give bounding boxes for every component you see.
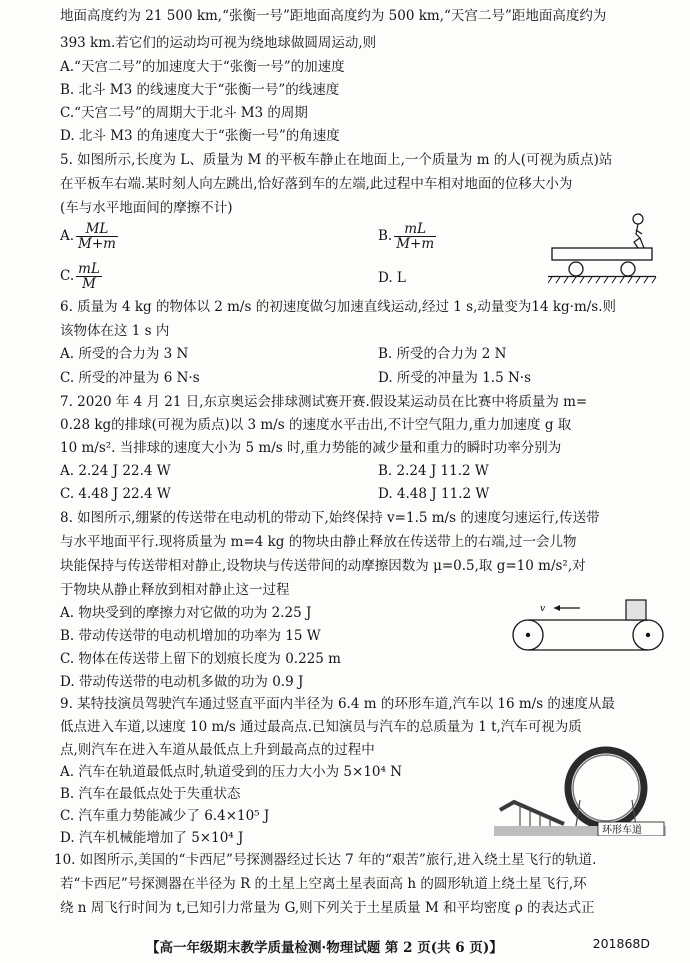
loop-label: 环形车道 (602, 825, 642, 836)
cart-board (552, 248, 652, 260)
q8-line2: 与水平地面平行.现将质量为 m=4 kg 的物块由静止释放在传送带上的右端,过一会儿物 (60, 534, 577, 550)
q10-line2: 若“卡西尼”号探测器在半径为 R 的土星上空离土星表面高 h 的圆形轨道上绕土星飞行,环 (60, 876, 587, 892)
q6-option-c: C. 所受的冲量为 6 N·s (60, 370, 200, 386)
q5-line3: (车与水平地面间的摩擦不计) (60, 200, 233, 216)
q4-option-b: B. 北斗 M3 的线速度大于“张衡一号”的线速度 (60, 82, 340, 98)
page-footer (0, 936, 690, 956)
q7-line1: 7. 2020 年 4 月 21 日,东京奥运会排球测试赛开赛.假设某运动员在比赛中将质量为 m= (60, 394, 588, 410)
q5-line1: 5. 如图所示,长度为 L、质量为 M 的平板车静止在地面上,一个质量为 m 的人(可视为质点)站 (60, 152, 613, 168)
q9-line3: 点,则汽车在进入车道从最低点上升到最高点的过程中 (60, 742, 375, 758)
cart-wheel-right (621, 262, 635, 276)
q9-option-b: B. 汽车在最低点处于失重状态 (60, 786, 241, 802)
q4-line2: 393 km.若它们的运动均可视为绕地球做圆周运动,则 (60, 35, 377, 51)
block (626, 600, 646, 620)
q10-line3: 绕 n 周飞行时间为 t,已知引力常量为 G,则下列关于土星质量 M 和平均密度 ρ 的表达式正 (60, 900, 595, 916)
q9-line1: 9. 某特技演员驾驶汽车通过竖直平面内半径为 6.4 m 的环形车道,汽车以 16 m/s 的速度从最 (60, 696, 615, 712)
q8-option-b: B. 带动传送带的电动机增加的功率为 15 W (60, 628, 321, 644)
velocity-label: v (540, 604, 546, 614)
footer-title: 【高一年级期末教学质量检测·物理试题 第 2 页(共 6 页)】 (146, 940, 503, 956)
q6-option-d: D. 所受的冲量为 1.5 N·s (378, 370, 532, 386)
velocity-arrowhead (554, 605, 560, 611)
q7-line3: 10 m/s². 当排球的速度大小为 5 m/s 时,重力势能的减少量和重力的瞬时功率分别为 (60, 440, 562, 456)
q7-option-c: C. 4.48 J 22.4 W (60, 486, 171, 502)
q7-option-d: D. 4.48 J 11.2 W (378, 486, 490, 502)
q5-option-d: D. L (378, 270, 406, 286)
q9-option-a: A. 汽车在轨道最低点时,轨道受到的压力大小为 5×10⁴ N (60, 764, 403, 780)
q7-option-a: A. 2.24 J 22.4 W (60, 463, 171, 479)
loop-track-figure (494, 742, 666, 836)
pulley-left-axle (526, 633, 530, 637)
q5-option-a: A. $\frac{ML}{M+m}$ (60, 221, 116, 252)
q7-option-b: B. 2.24 J 11.2 W (378, 463, 489, 479)
q9-option-c: C. 汽车重力势能减少了 6.4×10⁵ J (60, 808, 270, 824)
q9-line2: 低点进入车道,以速度 10 m/s 通过最高点.已知演员与汽车的总质量为 1 t,汽车可视为质 (60, 719, 582, 735)
q4-option-d: D. 北斗 M3 的角速度大于“张衡一号”的角速度 (60, 128, 340, 144)
ground-hatch (548, 277, 656, 283)
q4-line1: 地面高度约为 21 500 km,“张衡一号”距地面高度约为 500 km,“天宫二号”距地面高度约为 (60, 8, 607, 24)
q8-option-c: C. 物体在传送带上留下的划痕长度为 0.225 m (60, 651, 341, 667)
q8-option-a: A. 物块受到的摩擦力对它做的功为 2.25 J (60, 605, 312, 621)
q5-option-b: B. $\frac{mL}{M+m}$ (378, 221, 435, 252)
cart-figure (548, 212, 660, 288)
q6-option-b: B. 所受的合力为 2 N (378, 346, 507, 362)
q5-option-c: C. $\frac{mL}{M}$ (60, 261, 100, 292)
conveyor-figure (510, 594, 666, 656)
q6-line2: 该物体在这 1 s 内 (60, 323, 170, 339)
q6-line1: 6. 质量为 4 kg 的物体以 2 m/s 的初速度做匀加速直线运动,经过 1 s,动量变为14 kg·m/s.则 (60, 299, 617, 315)
q4-option-a: A.“天宫二号”的加速度大于“张衡一号”的加速度 (60, 59, 345, 75)
footer-code: 201868D (592, 936, 650, 951)
q6-option-a: A. 所受的合力为 3 N (60, 346, 189, 362)
q8-line3: 块能保持与传送带相对静止,设物块与传送带间的动摩擦因数为 μ=0.5,取 g=10 m/s²,对 (60, 558, 586, 574)
q7-line2: 0.28 kg的排球(可视为质点)以 3 m/s 的速度水平击出,不计空气阻力,重力加速度 g 取 (60, 417, 572, 433)
q8-line1: 8. 如图所示,绷紧的传送带在电动机的带动下,始终保持 v=1.5 m/s 的速度匀速运行,传送带 (60, 510, 600, 526)
q8-line4: 于物块从静止释放到相对静止这一过程 (60, 582, 290, 598)
q8-option-d: D. 带动传送带的电动机多做的功为 0.9 J (60, 674, 304, 690)
q5-line2: 在平板车右端.某时刻人向左跳出,恰好落到车的左端,此过程中车相对地面的位移大小为 (60, 176, 573, 192)
person-icon (633, 214, 644, 248)
pulley-right-axle (646, 633, 650, 637)
q9-option-d: D. 汽车机械能增加了 5×10⁴ J (60, 830, 244, 846)
q4-option-c: C.“天宫二号”的周期大于北斗 M3 的周期 (60, 105, 308, 121)
q10-line1: 10. 如图所示,美国的“卡西尼”号探测器经过长达 7 年的“艰苦”旅行,进入绕土星飞行的轨道. (54, 852, 597, 868)
cart-wheel-left (569, 262, 583, 276)
